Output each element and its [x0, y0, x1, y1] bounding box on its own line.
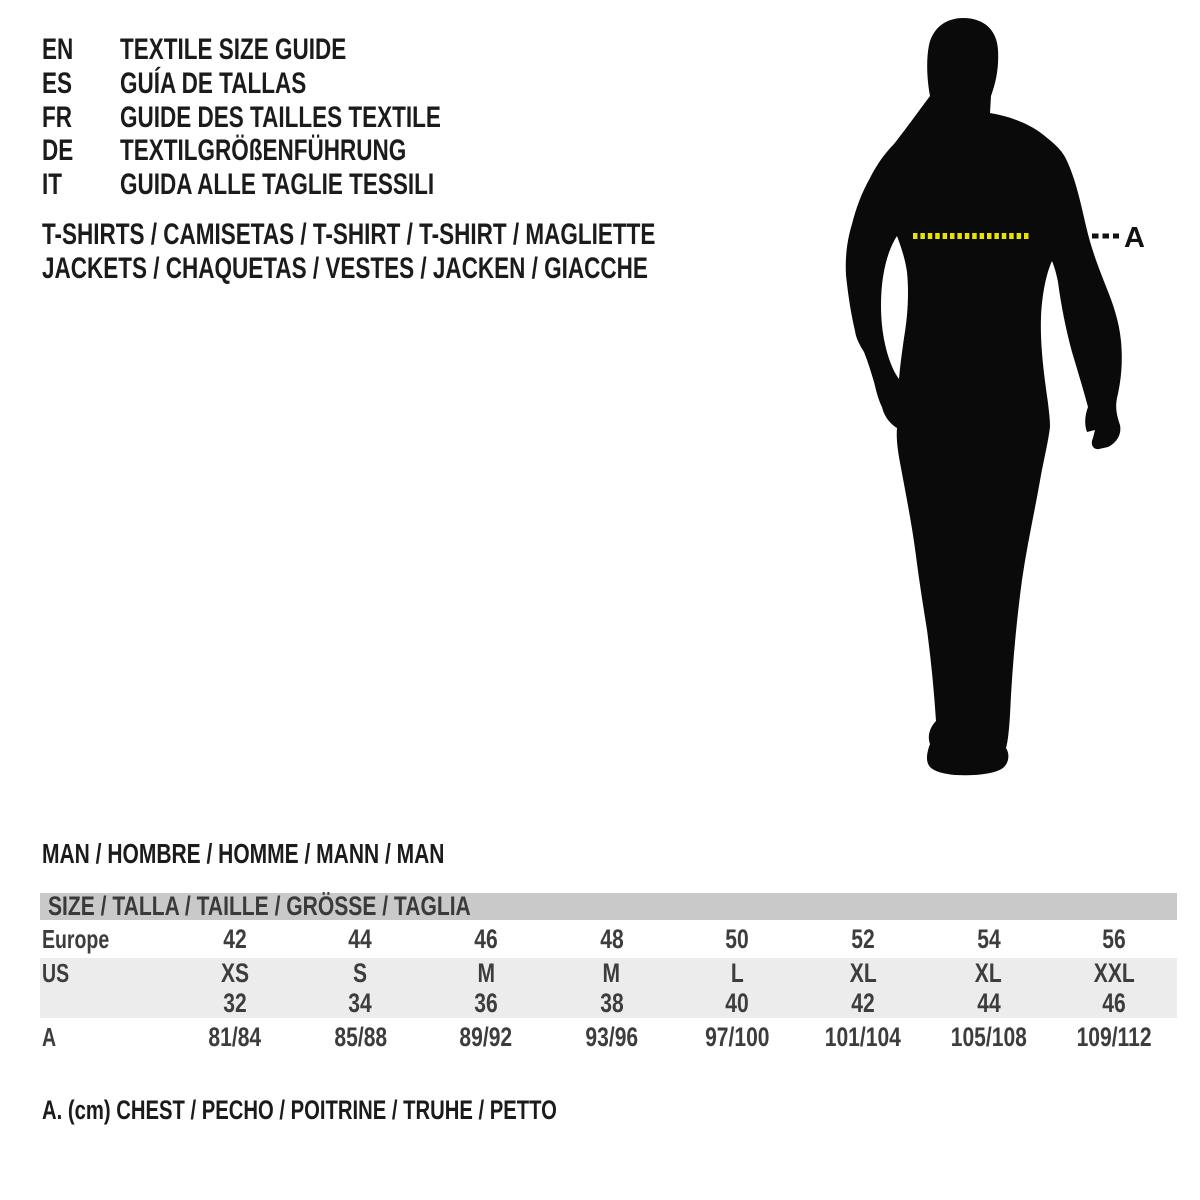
size-value: XS: [220, 957, 249, 988]
size-value: S: [353, 957, 368, 988]
size-value: XL: [975, 957, 1003, 988]
size-value: 81/84: [208, 1021, 262, 1052]
language-label: GUÍA DE TALLAS: [120, 66, 307, 100]
size-value: 52: [851, 923, 875, 954]
size-value: 36: [474, 987, 498, 1018]
language-code: EN: [42, 33, 74, 66]
size-value: 105/108: [950, 1021, 1027, 1052]
language-code: DE: [42, 134, 74, 168]
language-label: GUIDA ALLE TAGLIE TESSILI: [120, 168, 435, 202]
size-value: 54: [976, 923, 1001, 954]
size-table-header: SIZE / TALLA / TAILLE / GRÖSSE / TAGLIA: [40, 893, 1177, 920]
language-row: [42, 67, 548, 101]
size-value: 44: [976, 987, 1001, 1018]
size-value: 56: [1102, 923, 1126, 954]
table-row-europe: [40, 920, 1177, 958]
size-value: M: [477, 957, 495, 988]
size-value: 89/92: [459, 1021, 513, 1052]
size-value: 46: [1102, 987, 1126, 1018]
armpit-gap: [881, 236, 908, 379]
size-value: 48: [599, 923, 624, 954]
section-title-man: MAN / HOMBRE / HOMME / MANN / MAN: [42, 838, 445, 869]
size-value: XL: [849, 957, 877, 988]
category-tshirts: T-SHIRTS / CAMISETAS / T-SHIRT / T-SHIRT / MAGLIETTE: [42, 218, 656, 251]
language-label: TEXTILGRÖßENFÜHRUNG: [120, 134, 407, 168]
size-value: 44: [348, 923, 373, 954]
measurement-footnote: A. (cm) CHEST / PECHO / POITRINE / TRUHE / PETTO: [42, 1095, 557, 1125]
size-value: 42: [851, 987, 875, 1018]
row-label: US: [42, 957, 70, 988]
row-label: A: [42, 1021, 57, 1052]
language-code: FR: [42, 100, 72, 134]
size-value: XXL: [1093, 957, 1135, 988]
size-value: 101/104: [824, 1021, 901, 1052]
category-jackets: JACKETS / CHAQUETAS / VESTES / JACKEN / GIACCHE: [42, 252, 648, 285]
language-list: [42, 33, 548, 202]
size-value: L: [730, 957, 744, 988]
size-value: 42: [223, 923, 247, 954]
garment-categories: [42, 218, 860, 286]
size-value: 32: [223, 987, 247, 1018]
language-row: [42, 134, 548, 168]
size-value: 38: [599, 987, 624, 1018]
man-silhouette: [846, 18, 1122, 775]
language-row: [42, 168, 548, 202]
size-value: 85/88: [334, 1021, 387, 1052]
language-code: ES: [42, 66, 73, 100]
size-value: 40: [725, 987, 750, 1018]
table-row-us: [40, 958, 1177, 988]
language-label: TEXTILE SIZE GUIDE: [120, 33, 347, 66]
row-label: Europe: [42, 923, 110, 954]
size-table: [40, 893, 1177, 1056]
size-value: 109/112: [1076, 1021, 1152, 1052]
size-value: 97/100: [705, 1021, 770, 1052]
language-row: [42, 101, 548, 135]
size-value: 46: [474, 923, 498, 954]
language-code: IT: [42, 168, 63, 202]
measure-label-a: A: [1124, 222, 1145, 254]
table-row-chest: [40, 1018, 1177, 1056]
size-value: 50: [725, 923, 750, 954]
size-value: 34: [348, 987, 373, 1018]
size-value: M: [602, 957, 621, 988]
language-label: GUIDE DES TAILLES TEXTILE: [120, 100, 441, 134]
table-row-numeric: [40, 988, 1177, 1018]
language-row: [42, 33, 548, 67]
size-value: 93/96: [585, 1021, 639, 1052]
